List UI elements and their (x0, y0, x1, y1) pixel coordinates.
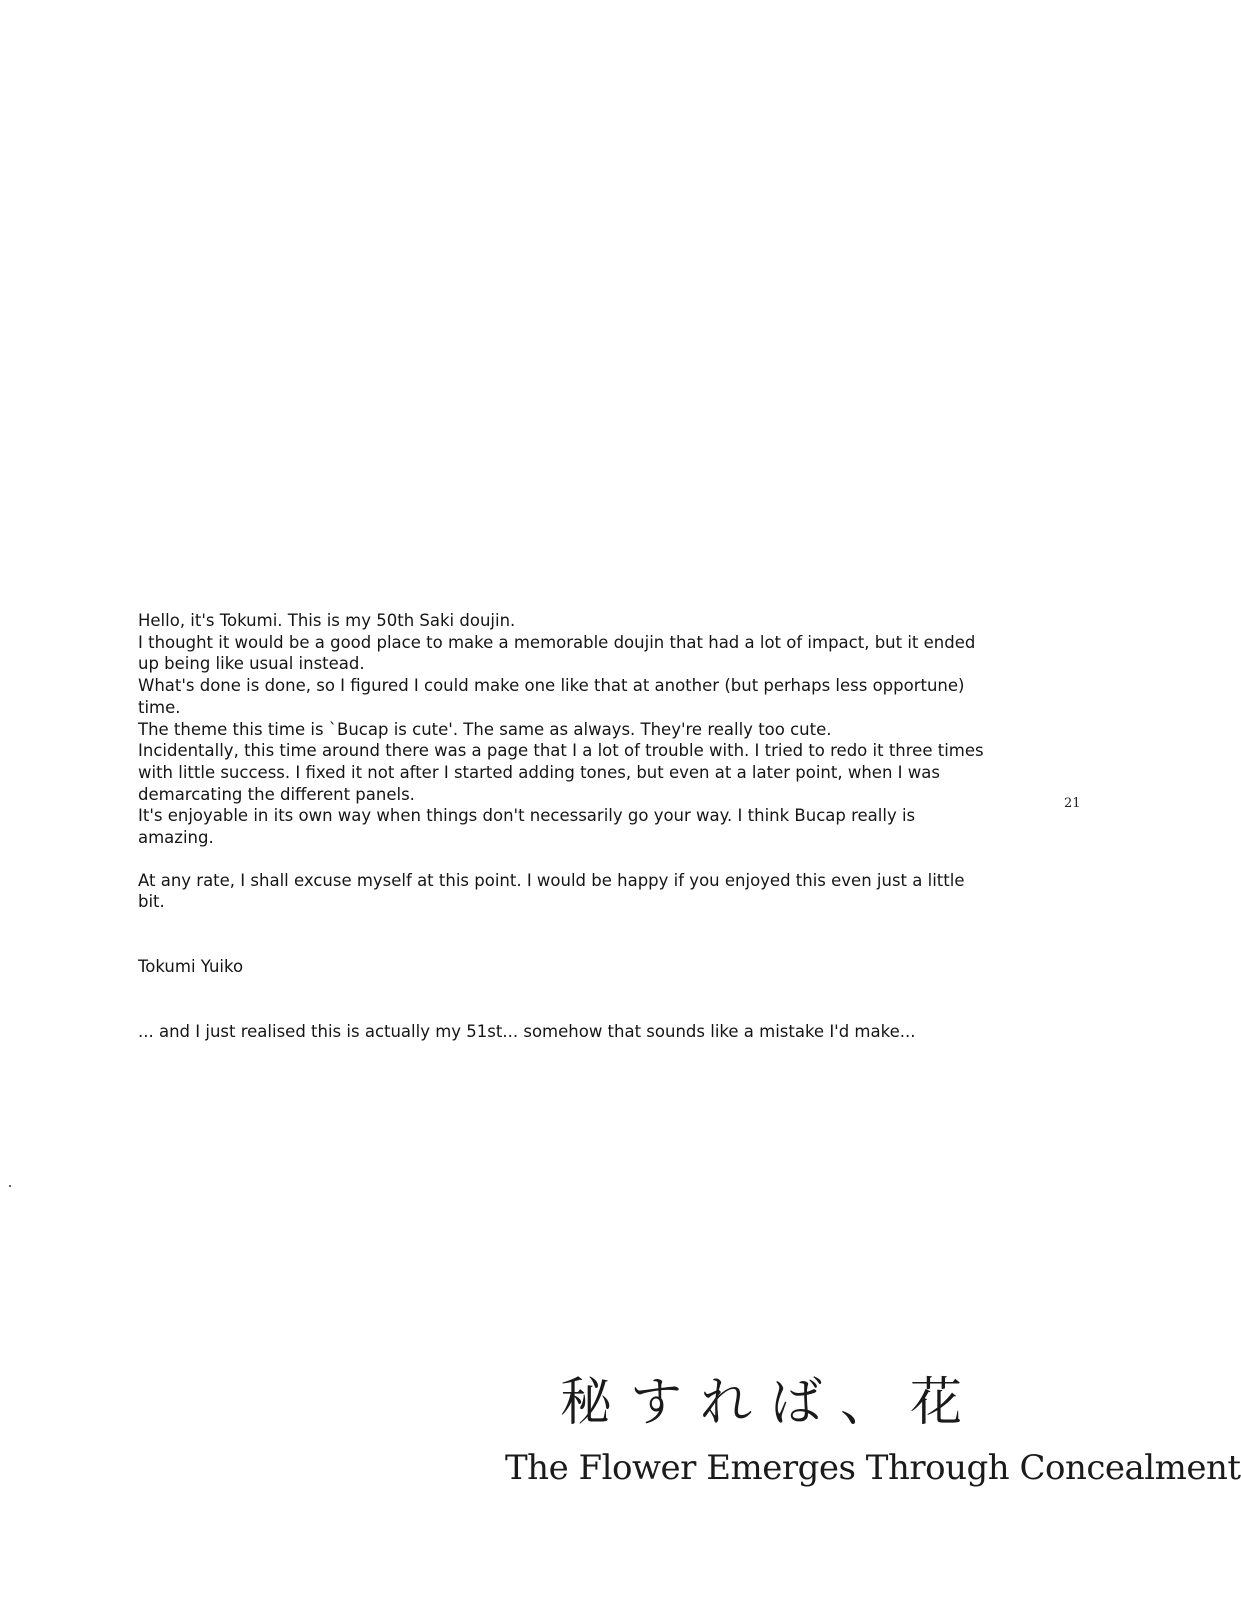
paragraph-spacer (138, 849, 988, 870)
page-number: 21 (1064, 796, 1081, 811)
afterword-line: It's enjoyable in its own way when things don't necessarily go your way. I think Bucap really is amazing. (138, 806, 916, 848)
title-english: The Flower Emerges Through Concealment (505, 1448, 1241, 1488)
afterword-text (138, 610, 988, 1043)
title-japanese: 秘すれば、花 (560, 1373, 981, 1433)
afterword-line: The theme this time is `Bucap is cute'. The same as always. They're really too cute. (138, 719, 832, 739)
paragraph-spacer (138, 913, 988, 956)
paragraph-spacer (138, 978, 988, 1021)
afterword-line: What's done is done, so I figured I could make one like that at another (but perhaps less opportune) time. (138, 676, 965, 717)
afterword-line: Incidentally, this time around there was a page that I a lot of trouble with. I tried to redo it three times with little success. I fixed it not after I started adding tones, but even at a later point, when I was demarcating the different panels. (138, 741, 984, 804)
title-logo (505, 1360, 1241, 1500)
afterword-line: Hello, it's Tokumi. This is my 50th Saki doujin. (138, 611, 516, 630)
scan-speck (9, 1185, 11, 1187)
afterword-postscript: ... and I just realised this is actually my 51st... somehow that sounds like a mistake I'd make... (138, 1021, 916, 1041)
afterword-signature: Tokumi Yuiko (138, 957, 244, 977)
afterword-line: I thought it would be a good place to make a memorable doujin that had a lot of impact, but it ended up being like usual instead. (138, 632, 976, 674)
afterword-closing: At any rate, I shall excuse myself at this point. I would be happy if you enjoyed this even just a little bit. (138, 870, 965, 912)
